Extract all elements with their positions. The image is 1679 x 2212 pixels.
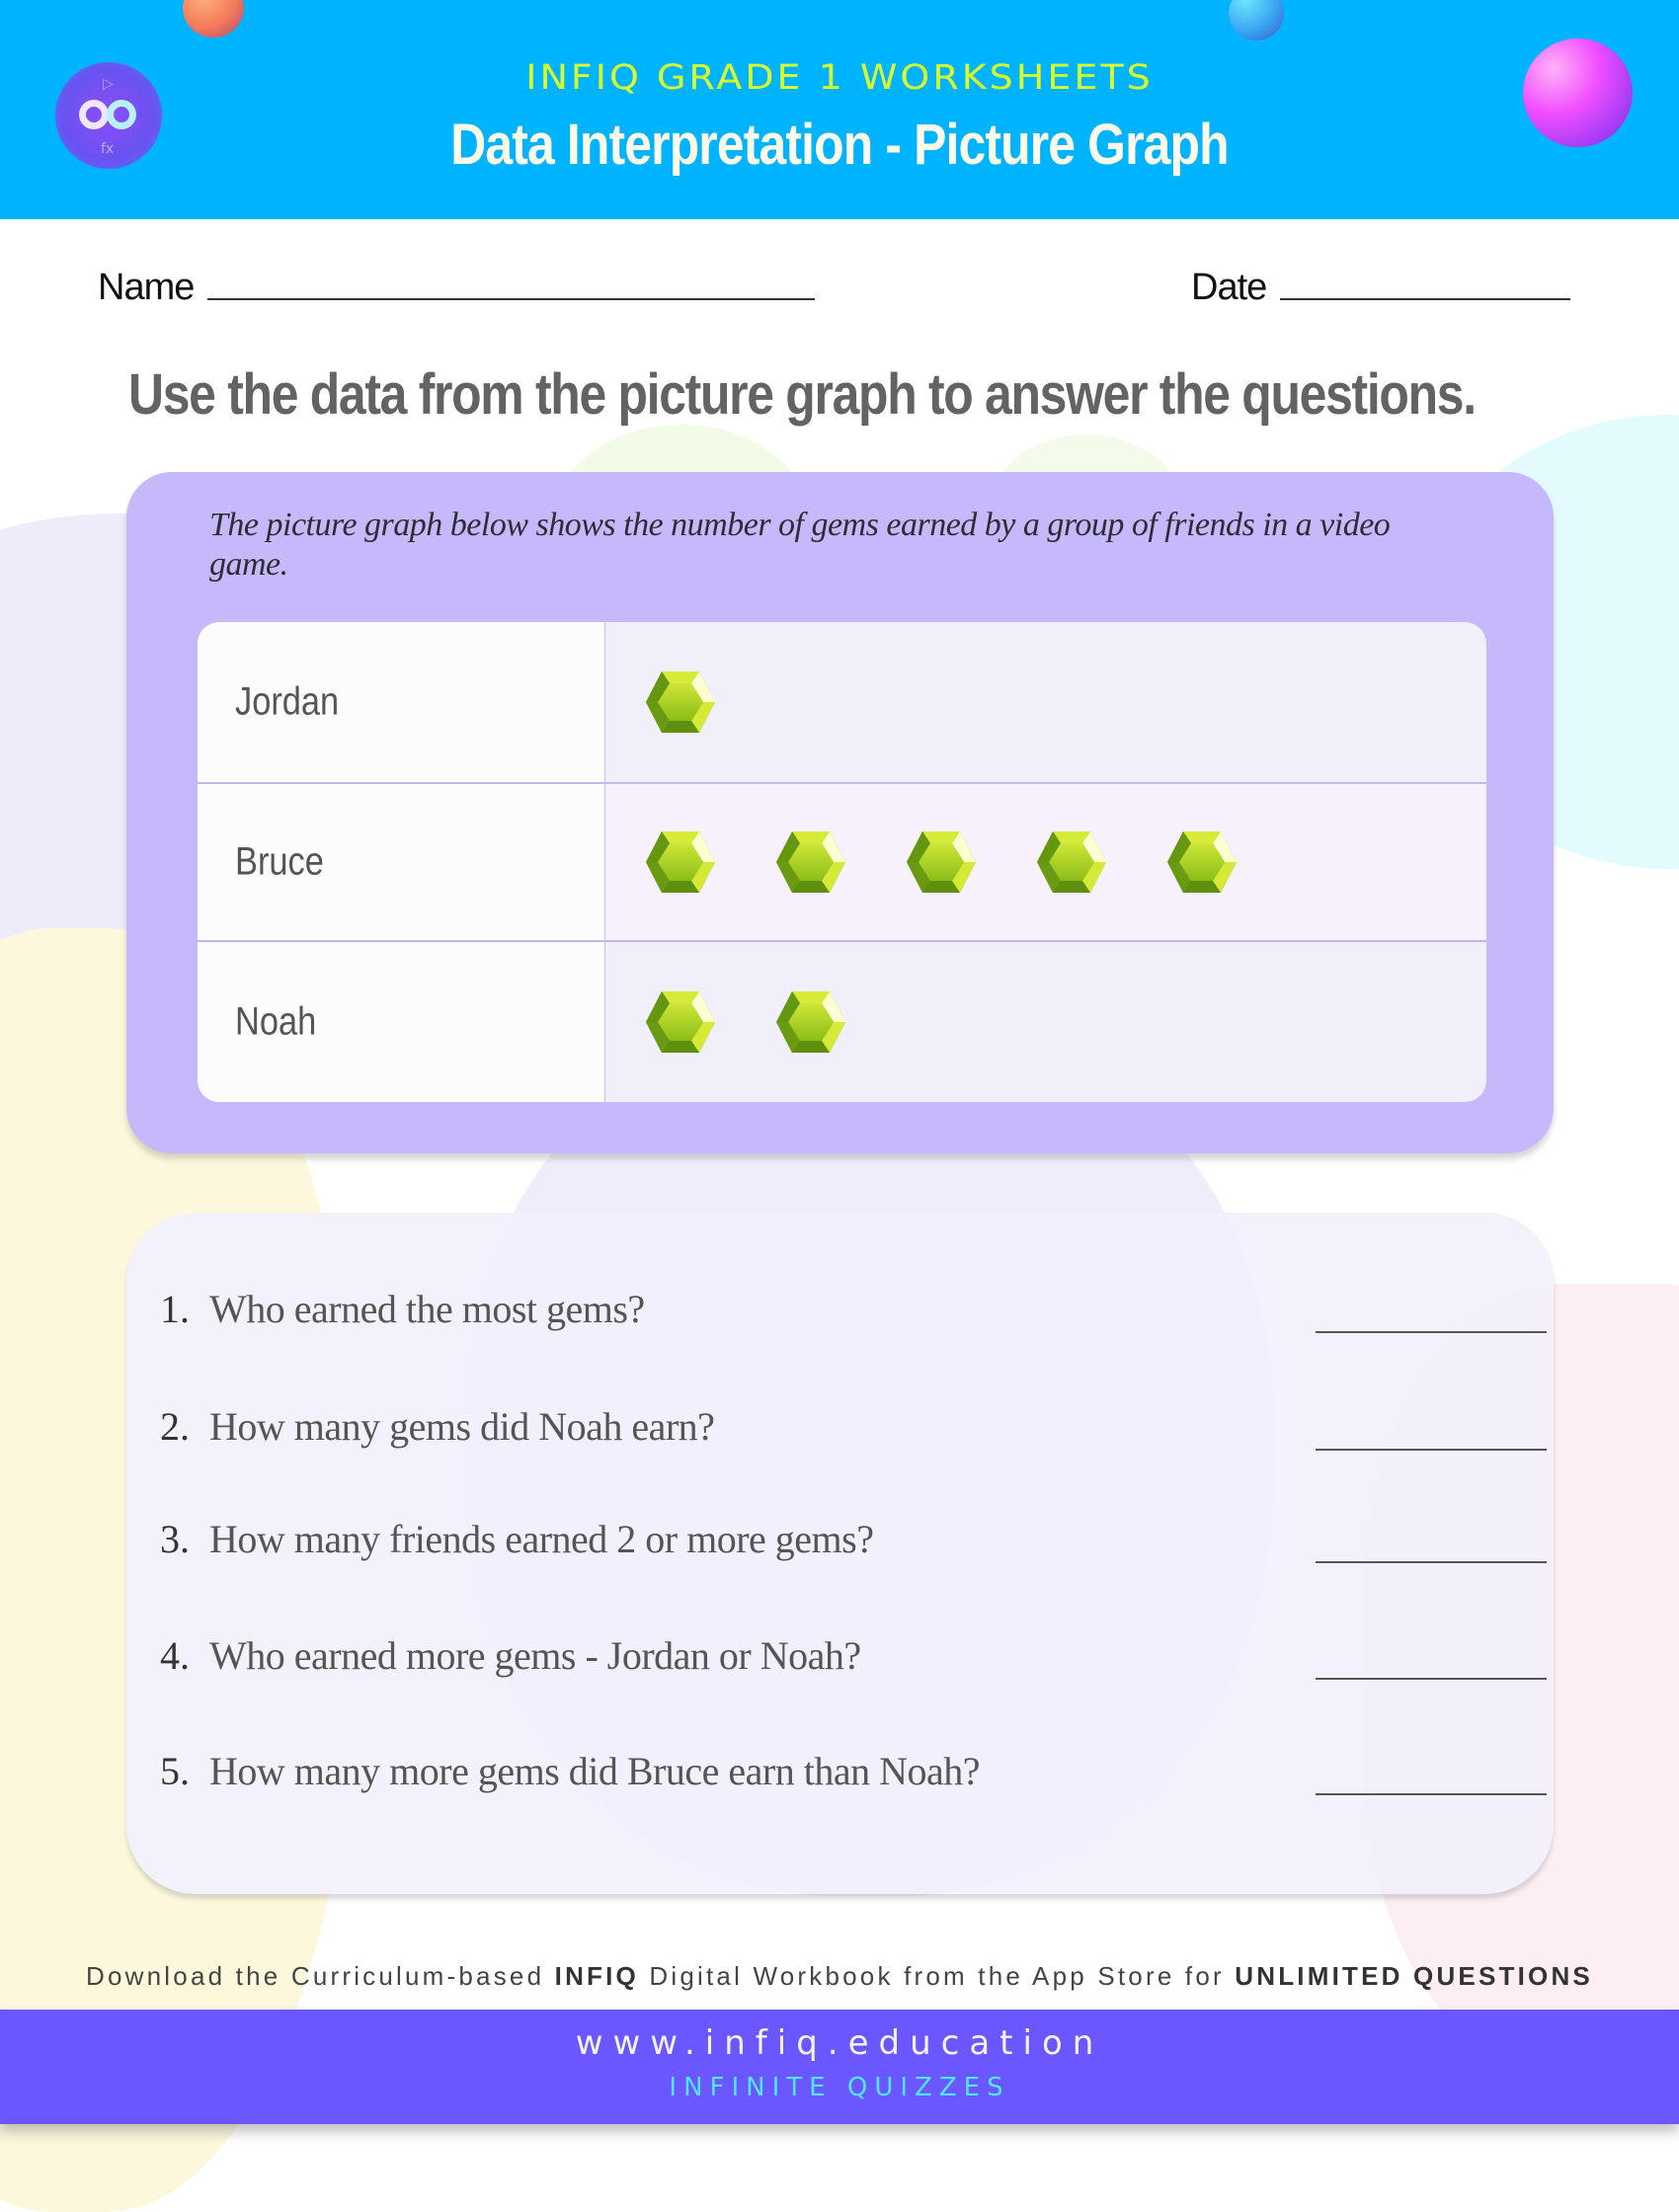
footer-brand: INFIQ [554,1961,639,1991]
question-item [160,1286,1523,1345]
question-item [160,1516,1523,1575]
gem-icon [644,670,717,735]
gem-icon [1165,830,1239,895]
question-number: 4. [160,1633,190,1678]
graph-description: The picture graph below shows the number of gems earned by a group of friends in a video game. [209,507,1391,583]
footer-band [0,2010,1679,2124]
gem-icon [905,830,978,895]
header-subtitle: INFIQ GRADE 1 WORKSHEETS [525,56,1154,98]
gem-icon [644,830,717,895]
play-glyph-icon: ▷ [103,76,114,92]
table-row [198,622,1486,782]
page-title: Data Interpretation - Picture Graph [450,113,1229,177]
question-number: 5. [160,1749,190,1793]
question-text: Who earned more gems - Jordan or Noah? [209,1633,861,1678]
answer-line[interactable] [1316,1561,1547,1563]
table-row [198,942,1486,1102]
question-text: How many friends earned 2 or more gems? [209,1517,874,1561]
question-number: 3. [160,1517,190,1561]
gem-icon [774,830,847,895]
worksheet-header [0,0,1679,219]
picture-graph-card [126,472,1554,1153]
question-number: 2. [160,1404,190,1449]
gem-cell [644,622,717,782]
table-row [198,782,1486,942]
footer-note [0,1961,1679,1992]
question-item [160,1748,1523,1807]
row-label: Bruce [235,839,324,884]
row-label: Jordan [235,679,340,724]
question-text: Who earned the most gems? [209,1287,645,1331]
gem-icon [774,989,847,1055]
fx-glyph-icon: fx [101,141,115,157]
footer-highlight: UNLIMITED QUESTIONS [1235,1961,1593,1991]
question-text: How many gems did Noah earn? [209,1404,715,1449]
name-label: Name [98,267,195,308]
gem-cell [644,942,847,1102]
answer-line[interactable] [1316,1793,1547,1795]
footer-note-text: Download the Curriculum-based [86,1961,555,1991]
instruction-heading: Use the data from the picture graph to answer the questions. [128,362,1476,427]
decorative-ball-icon [1229,0,1284,40]
gem-icon [1035,830,1108,895]
decorative-ball-icon [183,0,244,38]
footer-tagline: INFINITE QUIZZES [669,2073,1010,2102]
date-field[interactable] [1280,298,1570,300]
gem-icon [644,989,717,1055]
picture-graph-table [198,622,1486,1102]
gem-cell [644,784,1239,940]
question-number: 1. [160,1287,190,1331]
footer-note-text: Digital Workbook from the App Store for [639,1961,1236,1991]
row-label: Noah [235,999,317,1044]
column-divider [604,622,605,1102]
question-item [160,1403,1523,1462]
name-field[interactable] [207,298,815,300]
answer-line[interactable] [1316,1678,1547,1680]
question-text: How many more gems did Bruce earn than Noah? [209,1749,980,1793]
answer-line[interactable] [1316,1449,1547,1451]
website-link[interactable]: www.infiq.education [575,2023,1104,2063]
answer-line[interactable] [1316,1331,1547,1333]
date-label: Date [1191,267,1267,308]
question-item [160,1632,1523,1692]
questions-card [126,1213,1554,1894]
